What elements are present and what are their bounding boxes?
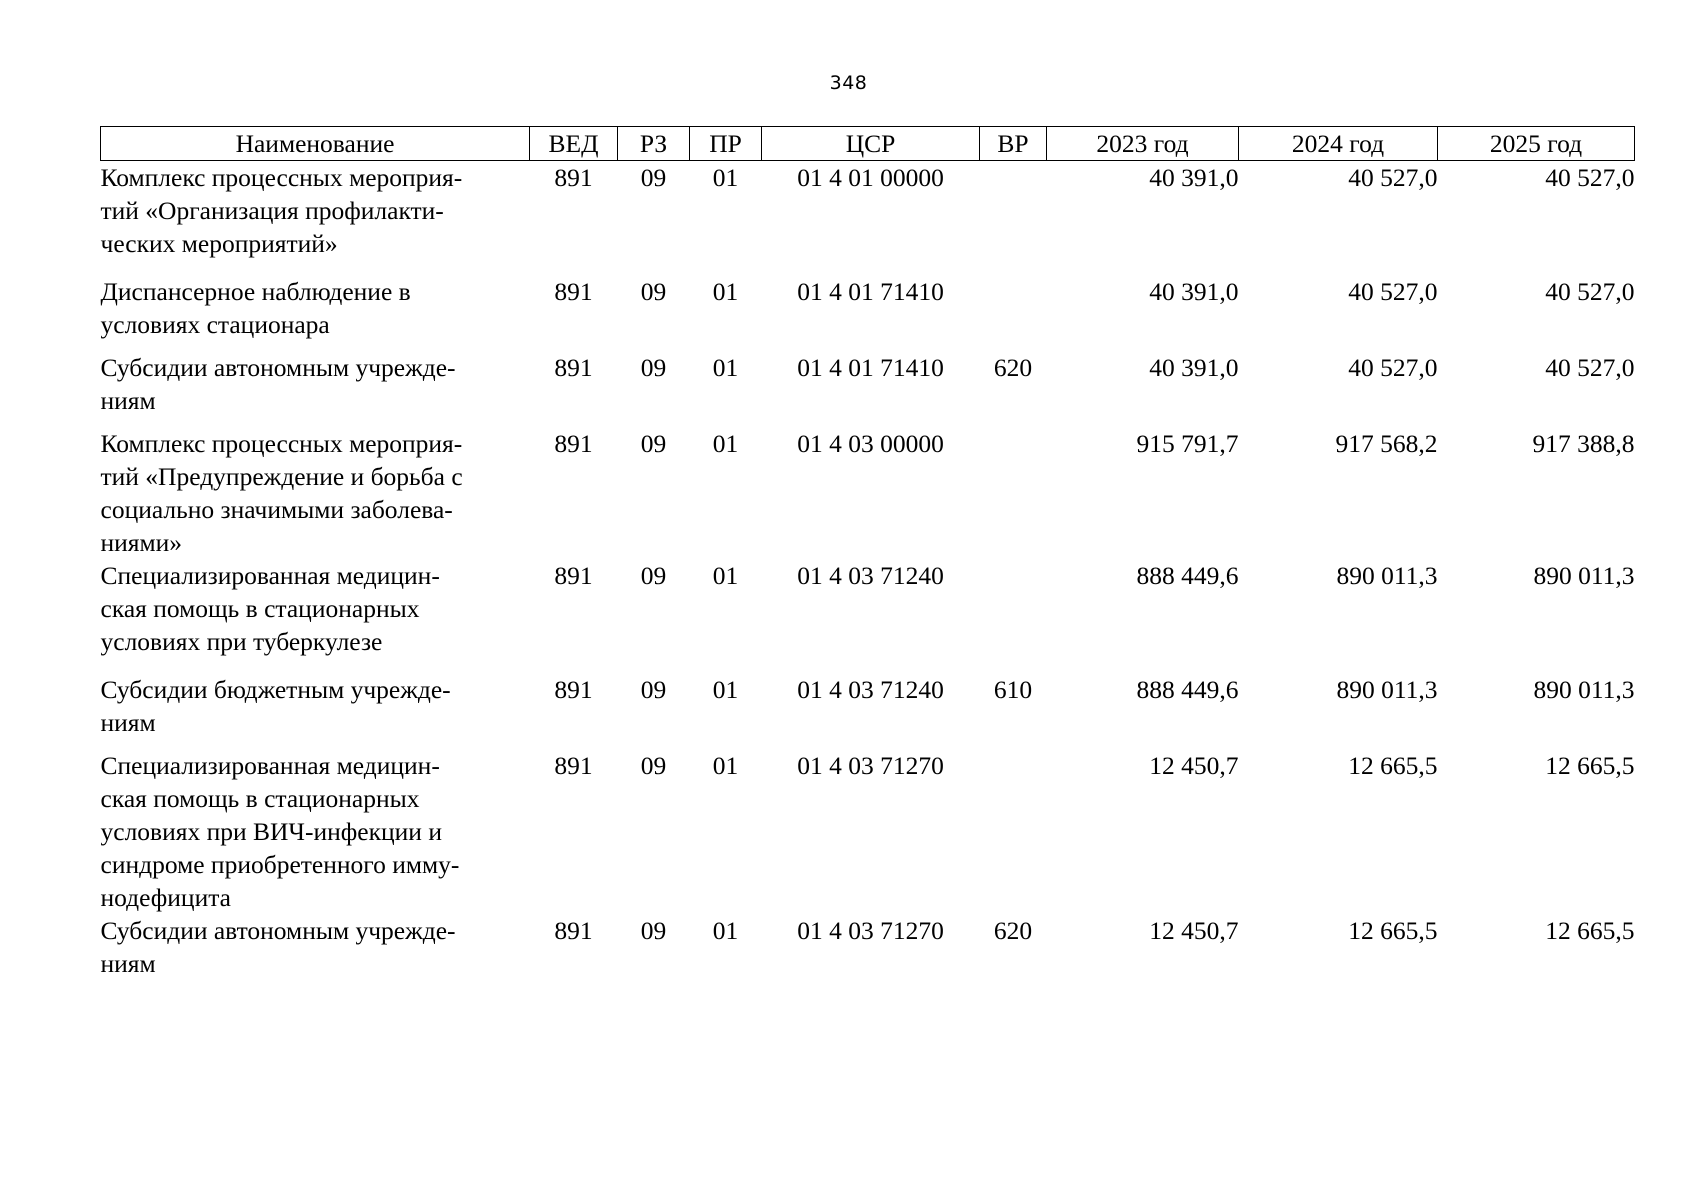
row-vr-cell [980,749,1047,914]
row-name-line: Субсидии бюджетным учрежде- [100,675,451,704]
row-name-line: условиях стационара [100,310,330,339]
table-row [101,749,1635,914]
row-pr-cell: 01 [712,163,739,192]
table-row [101,559,1635,673]
row-2025-cell: 12 665,5 [1545,751,1635,780]
column-header-csr: ЦСР [762,127,980,161]
page-number: 348 [829,72,868,94]
row-name-line: тий «Предупреждение и борьба с [100,462,463,491]
row-vr-cell [980,161,1047,276]
table-row [101,673,1635,749]
row-pr-cell: 01 [712,916,739,945]
row-name-cell [101,161,530,276]
row-rz-cell: 09 [640,561,667,590]
row-rz-cell: 09 [640,751,667,780]
row-vr-cell [980,275,1047,351]
table-row [101,161,1635,276]
row-2023-cell: 888 449,6 [1136,561,1239,590]
row-csr-cell: 01 4 03 71270 [797,916,944,945]
row-name-cell [101,275,530,351]
row-name-cell [101,673,530,749]
row-csr-cell: 01 4 03 71270 [797,751,944,780]
row-rz-cell: 09 [640,429,667,458]
row-name-line: тий «Организация профилакти- [100,196,444,225]
column-header-2025: 2025 год [1438,127,1635,161]
column-header-2023: 2023 год [1047,127,1239,161]
row-name-line: Диспансерное наблюдение в [100,277,411,306]
row-2024-cell: 40 527,0 [1348,163,1438,192]
row-name-line: ская помощь в стационарных [100,594,420,623]
row-2023-cell: 40 391,0 [1149,353,1239,382]
row-2024-cell: 12 665,5 [1348,916,1438,945]
row-2023-cell: 12 450,7 [1149,751,1239,780]
row-csr-cell: 01 4 03 71240 [797,561,944,590]
row-rz-cell: 09 [640,916,667,945]
row-csr-cell: 01 4 03 71240 [797,675,944,704]
row-name-line: ческих мероприятий» [100,229,338,258]
row-vr-cell [980,427,1047,559]
row-2025-cell: 40 527,0 [1545,277,1635,306]
row-name-line: Комплекс процессных мероприя- [100,163,463,192]
row-name-line: Комплекс процессных мероприя- [100,429,463,458]
row-name-line: ская помощь в стационарных [100,784,420,813]
row-csr-cell: 01 4 01 00000 [797,163,944,192]
row-ved-cell: 891 [554,916,593,945]
row-name-line: Специализированная медицин- [100,561,440,590]
row-ved-cell: 891 [554,353,593,382]
row-ved-cell: 891 [554,277,593,306]
row-name-line: социально значимыми заболева- [100,495,453,524]
row-pr-cell: 01 [712,675,739,704]
row-2024-cell: 40 527,0 [1348,353,1438,382]
row-2024-cell: 40 527,0 [1348,277,1438,306]
row-pr-cell: 01 [712,751,739,780]
row-ved-cell: 891 [554,163,593,192]
row-pr-cell: 01 [712,277,739,306]
row-name-line: условиях при туберкулезе [100,627,383,656]
table-row [101,914,1635,990]
row-2024-cell: 890 011,3 [1336,675,1438,704]
row-vr-cell: 610 [993,675,1033,704]
row-name-cell [101,427,530,559]
column-header-vr: ВР [980,127,1047,161]
row-2025-cell: 40 527,0 [1545,163,1635,192]
budget-table [100,126,1635,990]
row-csr-cell: 01 4 01 71410 [797,277,944,306]
row-name-cell [101,351,530,427]
row-vr-cell: 620 [993,353,1033,382]
column-header-ved: ВЕД [530,127,618,161]
row-rz-cell: 09 [640,353,667,382]
table-header-row [101,127,1635,161]
row-ved-cell: 891 [554,675,593,704]
row-rz-cell: 09 [640,163,667,192]
row-2023-cell: 40 391,0 [1149,277,1239,306]
row-name-line: нодефицита [100,883,232,912]
column-header-name: Наименование [101,127,530,161]
row-name-line: синдроме приобретенного имму- [100,850,460,879]
row-pr-cell: 01 [712,561,739,590]
row-2023-cell: 40 391,0 [1149,163,1239,192]
row-vr-cell [980,559,1047,673]
column-header-rz: РЗ [618,127,690,161]
column-header-pr: ПР [690,127,762,161]
row-2025-cell: 40 527,0 [1545,353,1635,382]
table-row [101,351,1635,427]
row-name-line: Субсидии автономным учрежде- [100,916,456,945]
row-name-line: Субсидии автономным учрежде- [100,353,456,382]
row-pr-cell: 01 [712,429,739,458]
row-2024-cell: 12 665,5 [1348,751,1438,780]
row-name-cell [101,749,530,914]
column-header-2024: 2024 год [1239,127,1438,161]
row-pr-cell: 01 [712,353,739,382]
row-2025-cell: 12 665,5 [1545,916,1635,945]
row-name-line: Специализированная медицин- [100,751,440,780]
row-csr-cell: 01 4 01 71410 [797,353,944,382]
row-name-line: ниям [100,708,156,737]
row-2023-cell: 915 791,7 [1136,429,1239,458]
row-ved-cell: 891 [554,561,593,590]
row-2025-cell: 890 011,3 [1533,675,1635,704]
row-2023-cell: 12 450,7 [1149,916,1239,945]
row-2025-cell: 890 011,3 [1533,561,1635,590]
row-name-cell [101,914,530,990]
row-rz-cell: 09 [640,675,667,704]
row-2023-cell: 888 449,6 [1136,675,1239,704]
table-row [101,427,1635,559]
row-2025-cell: 917 388,8 [1532,429,1635,458]
row-vr-cell: 620 [993,916,1033,945]
row-name-line: ниям [100,386,156,415]
table-row [101,275,1635,351]
row-ved-cell: 891 [554,751,593,780]
row-2024-cell: 917 568,2 [1335,429,1438,458]
row-2024-cell: 890 011,3 [1336,561,1438,590]
row-name-cell [101,559,530,673]
row-name-line: условиях при ВИЧ-инфекции и [100,817,442,846]
row-name-line: ниями» [100,528,183,557]
row-ved-cell: 891 [554,429,593,458]
row-rz-cell: 09 [640,277,667,306]
row-name-line: ниям [100,949,156,978]
row-csr-cell: 01 4 03 00000 [797,429,944,458]
